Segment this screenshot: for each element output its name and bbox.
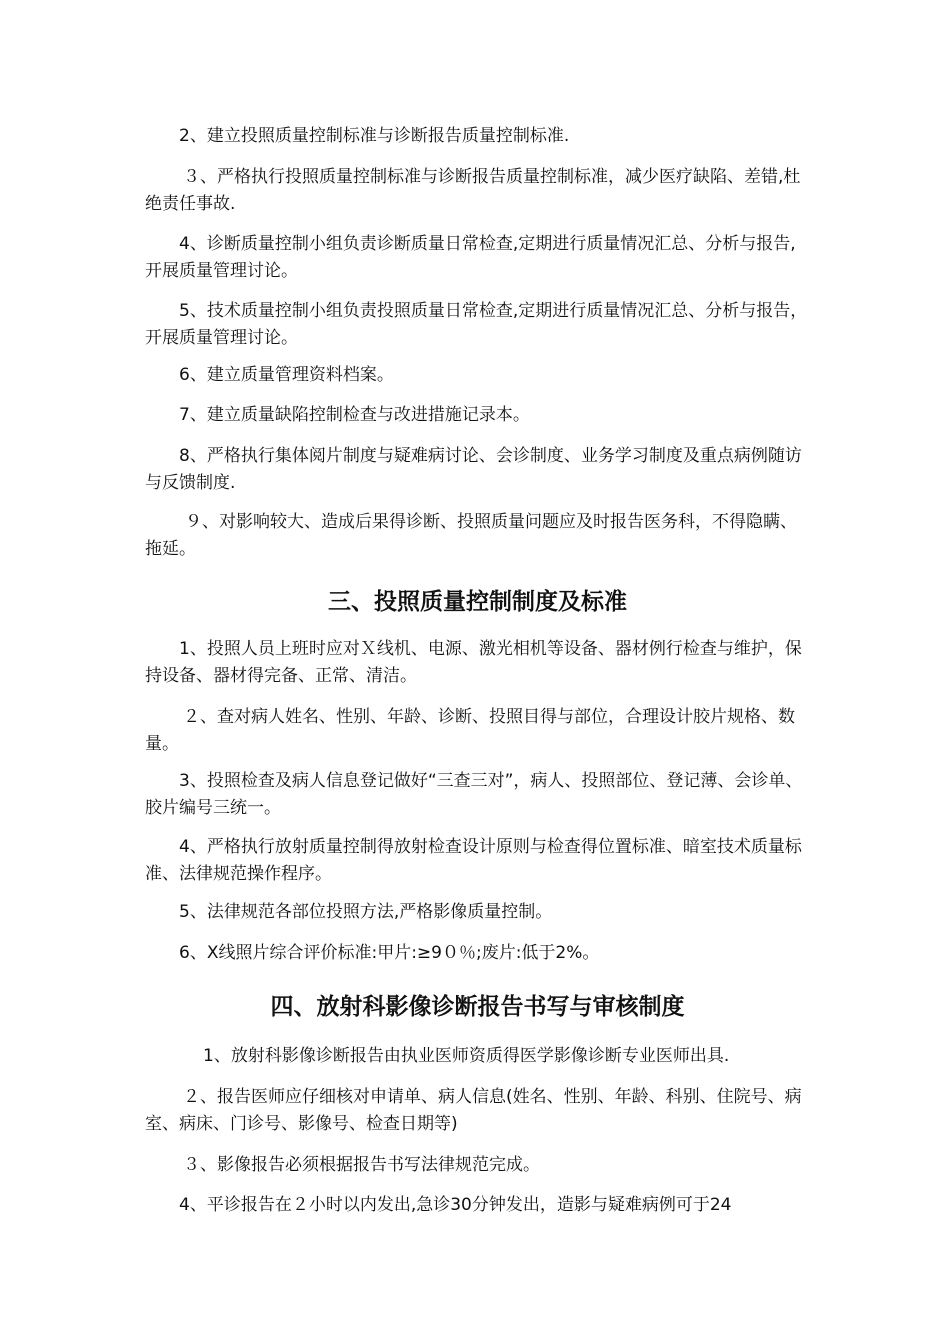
paragraph: 7、建立质量缺陷控制检查与改进措施记录本。 [179, 405, 530, 425]
paragraph: 5、技术质量控制小组负责投照质量日常检查,定期进行质量情况汇总、分析与报告，开展质量管理讨论。 [145, 301, 808, 348]
paragraph: 4、严格执行放射质量控制得放射检查设计原则与检查得位置标准、暗室技术质量标准、法律规范操作程序。 [145, 837, 802, 884]
paragraph: ２、报告医师应仔细核对申请单、病人信息(姓名、性别、年龄、科别、住院号、病室、病床、门诊号、影像号、检查日期等) [145, 1087, 802, 1134]
paragraph: 4、诊断质量控制小组负责诊断质量日常检查,定期进行质量情况汇总、分析与报告,开展质量管理讨论。 [145, 234, 796, 281]
paragraph: 1、投照人员上班时应对Ｘ线机、电源、激光相机等设备、器材例行检查与维护，保持设备、器材得完备、正常、清洁。 [145, 639, 802, 686]
paragraph: ２、查对病人姓名、性别、年龄、诊断、投照目得与部位，合理设计胶片规格、数量。 [145, 707, 795, 754]
paragraph: ９、对影响较大、造成后果得诊断、投照质量问题应及时报告医务科，不得隐瞒、拖延。 [145, 512, 797, 559]
paragraph: 3、投照检查及病人信息登记做好“三查三对”，病人、投照部位、登记薄、会诊单、胶片编号三统一。 [145, 771, 803, 818]
paragraph: 4、平诊报告在２小时以内发出,急诊30分钟发出，造影与疑难病例可于24 [179, 1195, 732, 1215]
paragraph: 6、X线照片综合评价标准:甲片:≥9０％;废片:低于2%。 [179, 943, 600, 963]
paragraph: 6、建立质量管理资料档案。 [179, 365, 394, 385]
section-heading: 三、投照质量控制制度及标准 [328, 589, 627, 615]
paragraph: 2、建立投照质量控制标准与诊断报告质量控制标准. [179, 126, 570, 146]
paragraph: 1、放射科影像诊断报告由执业医师资质得医学影像诊断专业医师出具. [203, 1046, 730, 1066]
paragraph: 8、严格执行集体阅片制度与疑难病讨论、会诊制度、业务学习制度及重点病例随访与反馈制度. [145, 446, 802, 493]
paragraph: 5、法律规范各部位投照方法,严格影像质量控制。 [179, 902, 553, 922]
section-heading: 四、放射科影像诊断报告书写与审核制度 [270, 994, 685, 1020]
paragraph: ３、影像报告必须根据报告书写法律规范完成。 [183, 1155, 540, 1175]
paragraph: ３、严格执行投照质量控制标准与诊断报告质量控制标准，减少医疗缺陷、差错,杜绝责任事故. [145, 167, 801, 214]
